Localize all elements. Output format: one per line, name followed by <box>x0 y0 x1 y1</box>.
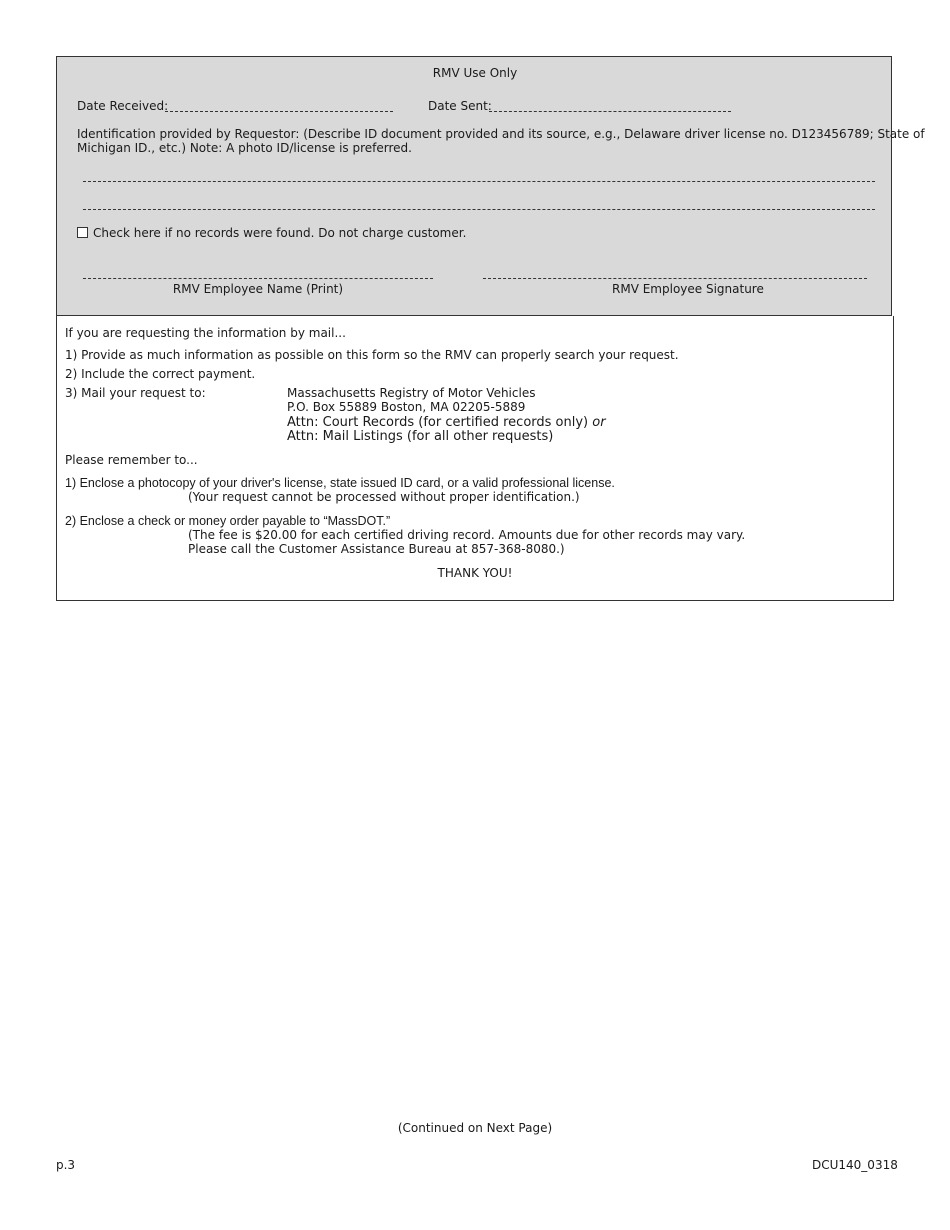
address-line-2: P.O. Box 55889 Boston, MA 02205-5889 <box>287 400 526 414</box>
remember-item-1: 1) Enclose a photocopy of your driver's license, state issued ID card, or a valid professional license. <box>65 476 615 490</box>
rmv-use-only-section <box>56 56 925 316</box>
mail-step-3: 3) Mail your request to: <box>65 386 206 400</box>
identification-line-1[interactable] <box>83 181 875 182</box>
address-or: or <box>592 415 606 430</box>
address-line-3 <box>287 415 606 430</box>
remember-item-1-note: (Your request cannot be processed without proper identification.) <box>188 490 580 504</box>
identification-line-2[interactable] <box>83 209 875 210</box>
employee-signature-label: RMV Employee Signature <box>612 282 764 296</box>
remember-item-2-note-1: (The fee is $20.00 for each certified driving record. Amounts due for other records may vary. <box>188 528 746 542</box>
employee-name-label: RMV Employee Name (Print) <box>172 282 344 296</box>
remember-item-2: 2) Enclose a check or money order payable to “MassDOT.” <box>65 514 391 528</box>
no-records-checkbox-label: Check here if no records were found. Do not charge customer. <box>93 226 467 240</box>
date-received-field[interactable] <box>165 111 393 112</box>
mail-step-2: 2) Include the correct payment. <box>65 367 256 381</box>
identification-instructions-line2: Michigan ID., etc.) Note: A photo ID/license is preferred. <box>77 141 412 155</box>
employee-name-field[interactable] <box>83 278 433 279</box>
remember-intro: Please remember to... <box>65 453 198 467</box>
address-line-1: Massachusetts Registry of Motor Vehicles <box>287 386 536 400</box>
date-received-label: Date Received: <box>77 99 169 113</box>
no-records-checkbox[interactable] <box>77 227 88 238</box>
identification-instructions-line1: Identification provided by Requestor: (Describe ID document provided and its source, e.g., Delaware driver license no. D123456789; State of <box>77 127 925 141</box>
mail-step-1: 1) Provide as much information as possible on this form so the RMV can properly search your request. <box>65 348 679 362</box>
mail-intro: If you are requesting the information by mail... <box>65 326 346 340</box>
date-sent-field[interactable] <box>489 111 731 112</box>
form-code: DCU140_0318 <box>812 1158 898 1172</box>
date-sent-label: Date Sent: <box>428 99 492 113</box>
remember-item-2-note-2: Please call the Customer Assistance Bureau at 857-368-8080.) <box>188 542 565 556</box>
mail-instructions-section <box>56 316 894 601</box>
continued-note: (Continued on Next Page) <box>397 1121 553 1135</box>
page-number: p.3 <box>56 1158 76 1172</box>
thank-you: THANK YOU! <box>437 566 513 580</box>
address-line-4: Attn: Mail Listings (for all other requests) <box>287 429 554 444</box>
rmv-section-title: RMV Use Only <box>432 66 518 80</box>
address-line-3-text: Attn: Court Records (for certified records only) <box>287 415 589 430</box>
employee-signature-field[interactable] <box>483 278 867 279</box>
